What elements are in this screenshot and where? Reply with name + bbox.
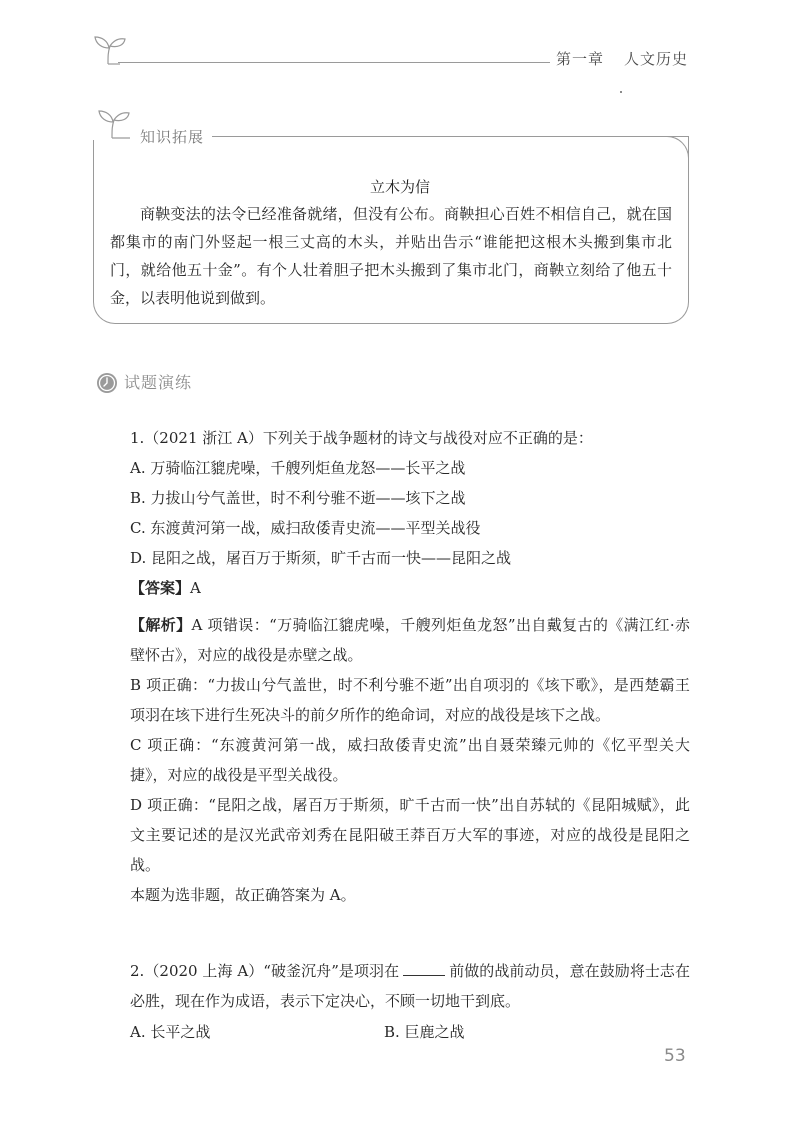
story-body xyxy=(110,200,672,312)
header-rule xyxy=(118,62,550,63)
question-1-option-a: A. 万骑临江貔虎噪，千艘列炬鱼龙怒——长平之战 xyxy=(130,459,466,477)
knowledge-box-label: 知识拓展 xyxy=(134,126,210,147)
analysis-conclusion: 本题为选非题，故正确答案为 A。 xyxy=(130,886,356,904)
question-1-answer xyxy=(130,573,690,603)
page-number: 53 xyxy=(664,1046,686,1066)
analysis-paragraph-d: D 项正确：“昆阳之战，屠百万于斯须，旷千古而一快”出自苏轼的《昆阳城赋》，此文主要记述的是汉光武帝刘秀在昆阳破王莽百万大军的事迹，对应的战役是昆阳之战。 xyxy=(130,796,690,874)
question-2-option-a: A. 长平之战 xyxy=(130,1023,211,1041)
chapter-title: 人文历史 xyxy=(624,50,689,68)
chapter-label: 第一章 xyxy=(556,50,605,68)
question-2-stem: 2.（2020 上海 A）“破釜沉舟”是项羽在 前做的战前动员，意在鼓励将士志在必胜，现在作为成语，表示下定决心，不顾一切地干到底。 xyxy=(130,956,690,1016)
knowledge-box-top-rule xyxy=(212,136,689,137)
question-2-options xyxy=(130,1017,690,1047)
question-1-option-b: B. 力拔山兮气盖世，时不利兮骓不逝——垓下之战 xyxy=(130,489,466,507)
answer-blank xyxy=(403,957,445,976)
analysis-paragraph-c: C 项正确：“东渡黄河第一战，威扫敌倭青史流”出自聂荣臻元帅的《忆平型关大捷》，对应的战役是平型关战役。 xyxy=(130,736,690,784)
question-2-option-b: B. 巨鹿之战 xyxy=(384,1023,465,1041)
analysis-label: 【解析】 xyxy=(130,616,192,634)
analysis-paragraph-b: B 项正确：“力拔山兮气盖世，时不利兮骓不逝”出自项羽的《垓下歌》，是西楚霸王项羽在垓下进行生死决斗的前夕所作的绝命词，对应的战役是垓下之战。 xyxy=(130,676,690,724)
story-paragraph: 商鞅变法的法令已经准备就绪，但没有公布。商鞅担心百姓不相信自己，就在国都集市的南门外竖起一根三丈高的木头，并贴出告示“谁能把这根木头搬到集市北门，就给他五十金”。有个人壮着胆子把木头搬到了集市北门，商鞅立刻给了他五十金，以表明他说到做到。 xyxy=(110,205,672,307)
chapter-heading xyxy=(556,48,688,69)
scan-speck xyxy=(620,91,622,93)
question-1-analysis xyxy=(130,610,690,910)
section-title: 试题演练 xyxy=(124,373,193,392)
sprout-icon xyxy=(92,108,132,140)
question-1-stem: 1.（2021 浙江 A）下列关于战争题材的诗文与战役对应不正确的是： xyxy=(130,429,593,447)
answer-label: 【答案】 xyxy=(130,579,191,597)
analysis-paragraph-a: 【解析】A 项错误：“万骑临江貔虎噪，千艘列炬鱼龙怒”出自戴复古的《满江红·赤壁怀古》，对应的战役是赤壁之战。 xyxy=(130,616,690,664)
answer-value: A xyxy=(190,579,201,597)
question-1-option-c: C. 东渡黄河第一战，威扫敌倭青史流——平型关战役 xyxy=(130,519,481,537)
story-title: 立木为信 xyxy=(369,178,430,196)
question-1-option-d: D. 昆阳之战，屠百万于斯须，旷千古而一快——昆阳之战 xyxy=(130,549,512,567)
question-2 xyxy=(130,956,690,1016)
question-1 xyxy=(130,423,690,603)
clock-icon xyxy=(96,372,118,394)
